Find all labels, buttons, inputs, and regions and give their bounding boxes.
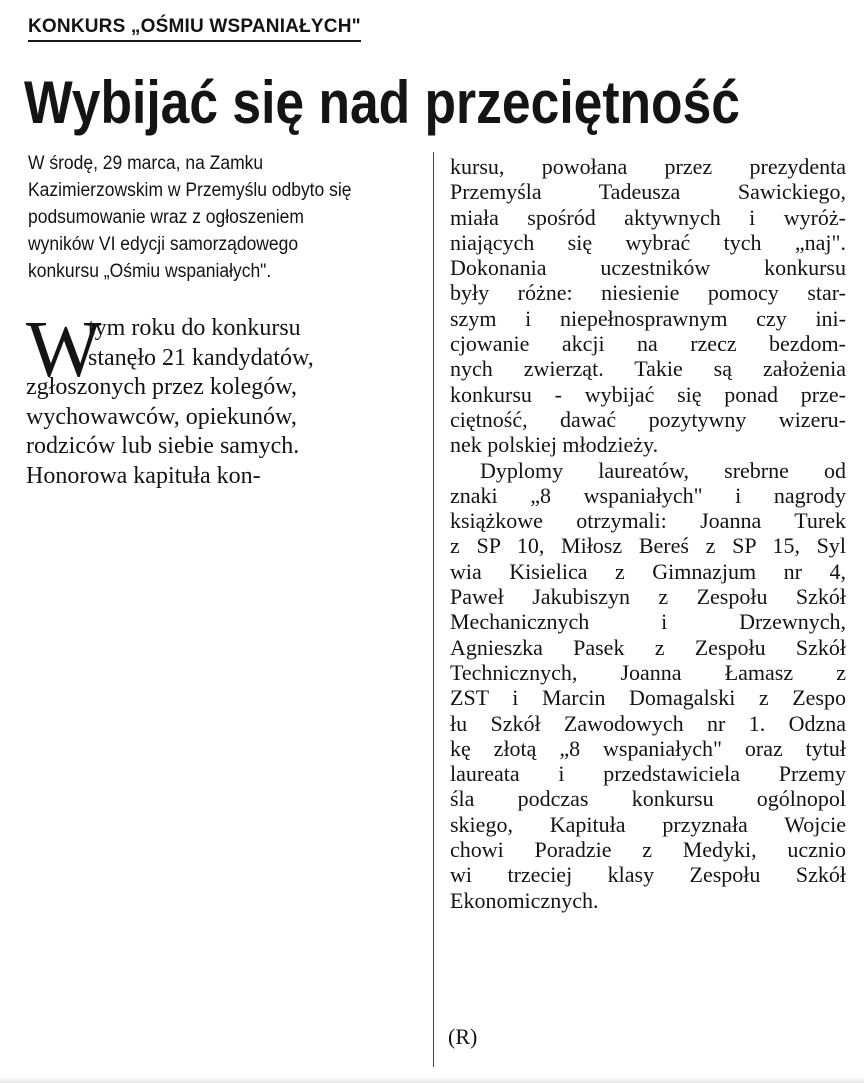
body-line: tym roku do konkursu — [88, 315, 301, 341]
body-line: łu Szkół Zawodowych nr 1. Odzna — [450, 710, 846, 736]
author-signature: (R) — [448, 1024, 478, 1049]
body-column-right — [450, 154, 846, 913]
body-line: wia Kisielica z Gimnazjum nr 4, — [450, 558, 846, 584]
lead-line: W środę, 29 marca, na Zamku — [28, 153, 264, 174]
body-line: laureata i przedstawiciela Przemy — [450, 761, 846, 787]
body-line: ZST i Marcin Domagalski z Zespo — [450, 685, 846, 711]
article-lead — [28, 150, 428, 285]
body-line: z SP 10, Miłosz Bereś z SP 15, Syl — [450, 533, 846, 559]
body-line: skiego, Kapituła przyznała Wojcie — [450, 811, 846, 837]
body-line: cjowanie akcji na rzecz bezdom- — [450, 331, 846, 357]
body-line: wychowawców, opiekunów, — [26, 403, 297, 430]
article-kicker: KONKURS „OŚMIU WSPANIAŁYCH" — [28, 16, 361, 42]
body-line: niających się wybrać tych „naj". — [450, 229, 846, 255]
lead-line: Kazimierzowskim w Przemyślu odbyto się — [28, 180, 352, 201]
body-line: wi trzeciej klasy Zespołu Szkół — [450, 862, 846, 888]
body-line: kursu, powołana przez prezydenta — [450, 154, 846, 179]
body-line: nek polskiej młodzieży. — [450, 432, 659, 458]
body-line: szym i niepełnosprawnym czy ini- — [450, 305, 846, 331]
body-line: Technicznych, Joanna Łamasz z — [450, 659, 846, 685]
body-line: książkowe otrzymali: Joanna Turek — [450, 508, 846, 534]
body-line: Dokonania uczestników konkursu — [450, 255, 846, 281]
body-line: śla podczas konkursu ogólnopol — [450, 786, 846, 812]
body-line: zgłoszonych przez kolegów, — [26, 374, 298, 400]
body-line: kę złotą „8 wspaniałych" oraz tytuł — [450, 735, 846, 761]
body-line: Mechanicznych i Drzewnych, — [450, 609, 846, 635]
scan-edge — [0, 1077, 864, 1083]
body-line: Agnieszka Pasek z Zespołu Szkół — [450, 634, 846, 660]
body-line: Honorowa kapituła kon- — [26, 462, 261, 489]
body-line: rodziców lub siebie samych. — [26, 433, 300, 459]
body-line: Dyplomy laureatów, srebrne od — [480, 457, 846, 483]
body-column-left — [26, 306, 426, 491]
body-line: znaki „8 wspaniałych" i nagrody — [450, 482, 846, 508]
lead-line: podsumowanie wraz z ogłoszeniem — [28, 207, 304, 228]
body-line: Przemyśla Tadeusza Sawickiego, — [450, 179, 846, 205]
column-divider — [433, 152, 434, 1067]
body-line: ciętność, dawać pozytywny wizeru- — [450, 406, 846, 432]
body-line: Ekonomicznych. — [450, 887, 599, 913]
body-line: nych zwierząt. Takie są założenia — [450, 356, 846, 382]
body-line: Paweł Jakubiszyn z Zespołu Szkół — [450, 584, 846, 610]
body-line: były różne: niesienie pomocy star- — [450, 280, 846, 306]
lead-line: konkursu „Ośmiu wspaniałych". — [28, 261, 272, 282]
body-line: konkursu - wybijać się ponad prze- — [450, 381, 846, 407]
drop-cap: W — [26, 306, 102, 394]
body-line: miała spośród aktywnych i wyróż- — [450, 204, 846, 230]
body-line: stanęło 21 kandydatów, — [88, 344, 314, 371]
body-line: chowi Poradzie z Medyki, ucznio — [450, 837, 846, 863]
article-headline: Wybijać się nad przeciętność — [24, 69, 740, 136]
lead-line: wyników VI edycji samorządowego — [28, 234, 299, 255]
